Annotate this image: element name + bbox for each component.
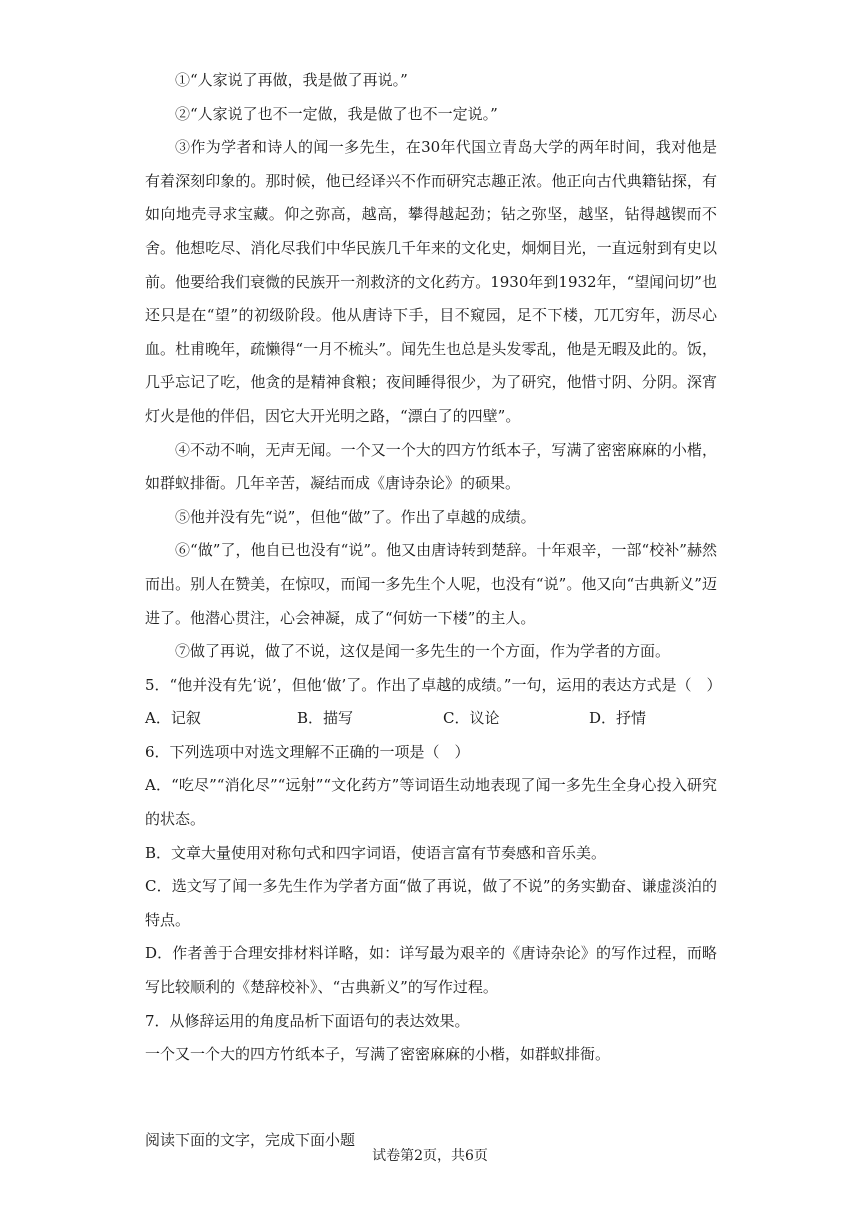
passage-paragraph-2: ②“人家说了也不一定做，我是做了也不一定说。” — [175, 104, 498, 123]
question-6-option-a: A．“吃尽”“消化尽”“远射”“文化药方”等词语生动地表现了闻一多先生全身心投入研究的状态。 — [145, 776, 717, 829]
question-7-quote: 一个又一个大的四方竹纸本子，写满了密密麻麻的小楷，如群蚁排衙。 — [145, 1045, 611, 1064]
next-section-instruction: 阅读下面的文字，完成下面小题 — [145, 1130, 356, 1149]
page-footer: 试卷第2页，共6页 — [372, 1148, 488, 1164]
question-5-options — [145, 702, 717, 736]
question-6-option-d: D．作者善于合理安排材料详略，如：详写最为艰辛的《唐诗杂论》的写作过程，而略写比较顺利的《楚辞校补》、“古典新义”的写作过程。 — [145, 944, 717, 997]
passage-paragraph-3: ③作为学者和诗人的闻一多先生，在30年代国立青岛大学的两年时间，我对他是有着深刻印象的。那时候，他已经译兴不作而研究志趣正浓。他正向古代典籍钻探，有如向地壳寻求宝藏。仰之弥高，越高，攀得越起劲；钻之弥坚，越坚，钻得越锲而不舍。他想吃尽、消化尽我们中华民族几千年来的文化史，炯炯目光，一直远射到有史以前。他要给我们衰微的民族开一剂救济的文化药方。1930年到1932年，“望闻问切”也还只是在“望”的初级阶段。他从唐诗下手，目不窥园，足不下楼，兀兀穷年，沥尽心血。杜甫晚年，疏懒得“一月不梳头”。闻先生也总是头发零乱，他是无暇及此的。饭，几乎忘记了吃，他贪的是精神食粮；夜间睡得很少，为了研究，他惜寸阴、分阴。深宵灯火是他的伴侣，因它大开光明之路，“漂白了的四壁”。 — [145, 138, 717, 425]
question-5-option-d: D．抒情 — [589, 709, 647, 728]
question-5-option-b: B．描写 — [297, 709, 354, 728]
question-6-option-b: B．文章大量使用对称句式和四字词语，使语言富有节奏感和音乐美。 — [145, 843, 607, 862]
question-7-stem: 7．从修辞运用的角度品析下面语句的表达效果。 — [145, 1011, 470, 1030]
passage-paragraph-7: ⑦做了再说，做了不说，这仅是闻一多先生的一个方面，作为学者的方面。 — [175, 642, 671, 661]
passage-paragraph-1: ①“人家说了再做，我是做了再说。” — [175, 71, 408, 89]
passage-paragraph-6: ⑥“做”了，他自已也没有“说”。他又由唐诗转到楚辞。十年艰辛，一部“校补”赫然而出。别人在赞美，在惊叹，而闻一多先生个人呢，也没有“说”。他又向“古典新义”迈进了。他潜心贯注，心会神凝，成了“何妨一下楼”的主人。 — [145, 541, 717, 627]
question-6-option-c: C．选文写了闻一多先生作为学者方面“做了再说，做了不说”的务实勤奋、谦虚淡泊的特点。 — [145, 877, 717, 929]
question-5-option-c: C．议论 — [443, 709, 500, 728]
page-content — [145, 64, 722, 1157]
question-6-stem: 6．下列选项中对选文理解不正确的一项是（ ） — [145, 742, 470, 761]
question-5-option-a: A．记叙 — [145, 709, 201, 728]
passage-paragraph-4: ④不动不响，无声无闻。一个又一个大的四方竹纸本子，写满了密密麻麻的小楷，如群蚁排衙。几年辛苦，凝结而成《唐诗杂论》的硕果。 — [145, 440, 717, 493]
passage-paragraph-5: ⑤他并没有先“说”，但他“做”了。作出了卓越的成绩。 — [175, 507, 536, 526]
question-5-stem: 5．“他并没有先‘说’，但他‘做’了。作出了卓越的成绩。”一句，运用的表达方式是（ ） — [145, 675, 722, 694]
answer-space — [145, 1072, 717, 1124]
